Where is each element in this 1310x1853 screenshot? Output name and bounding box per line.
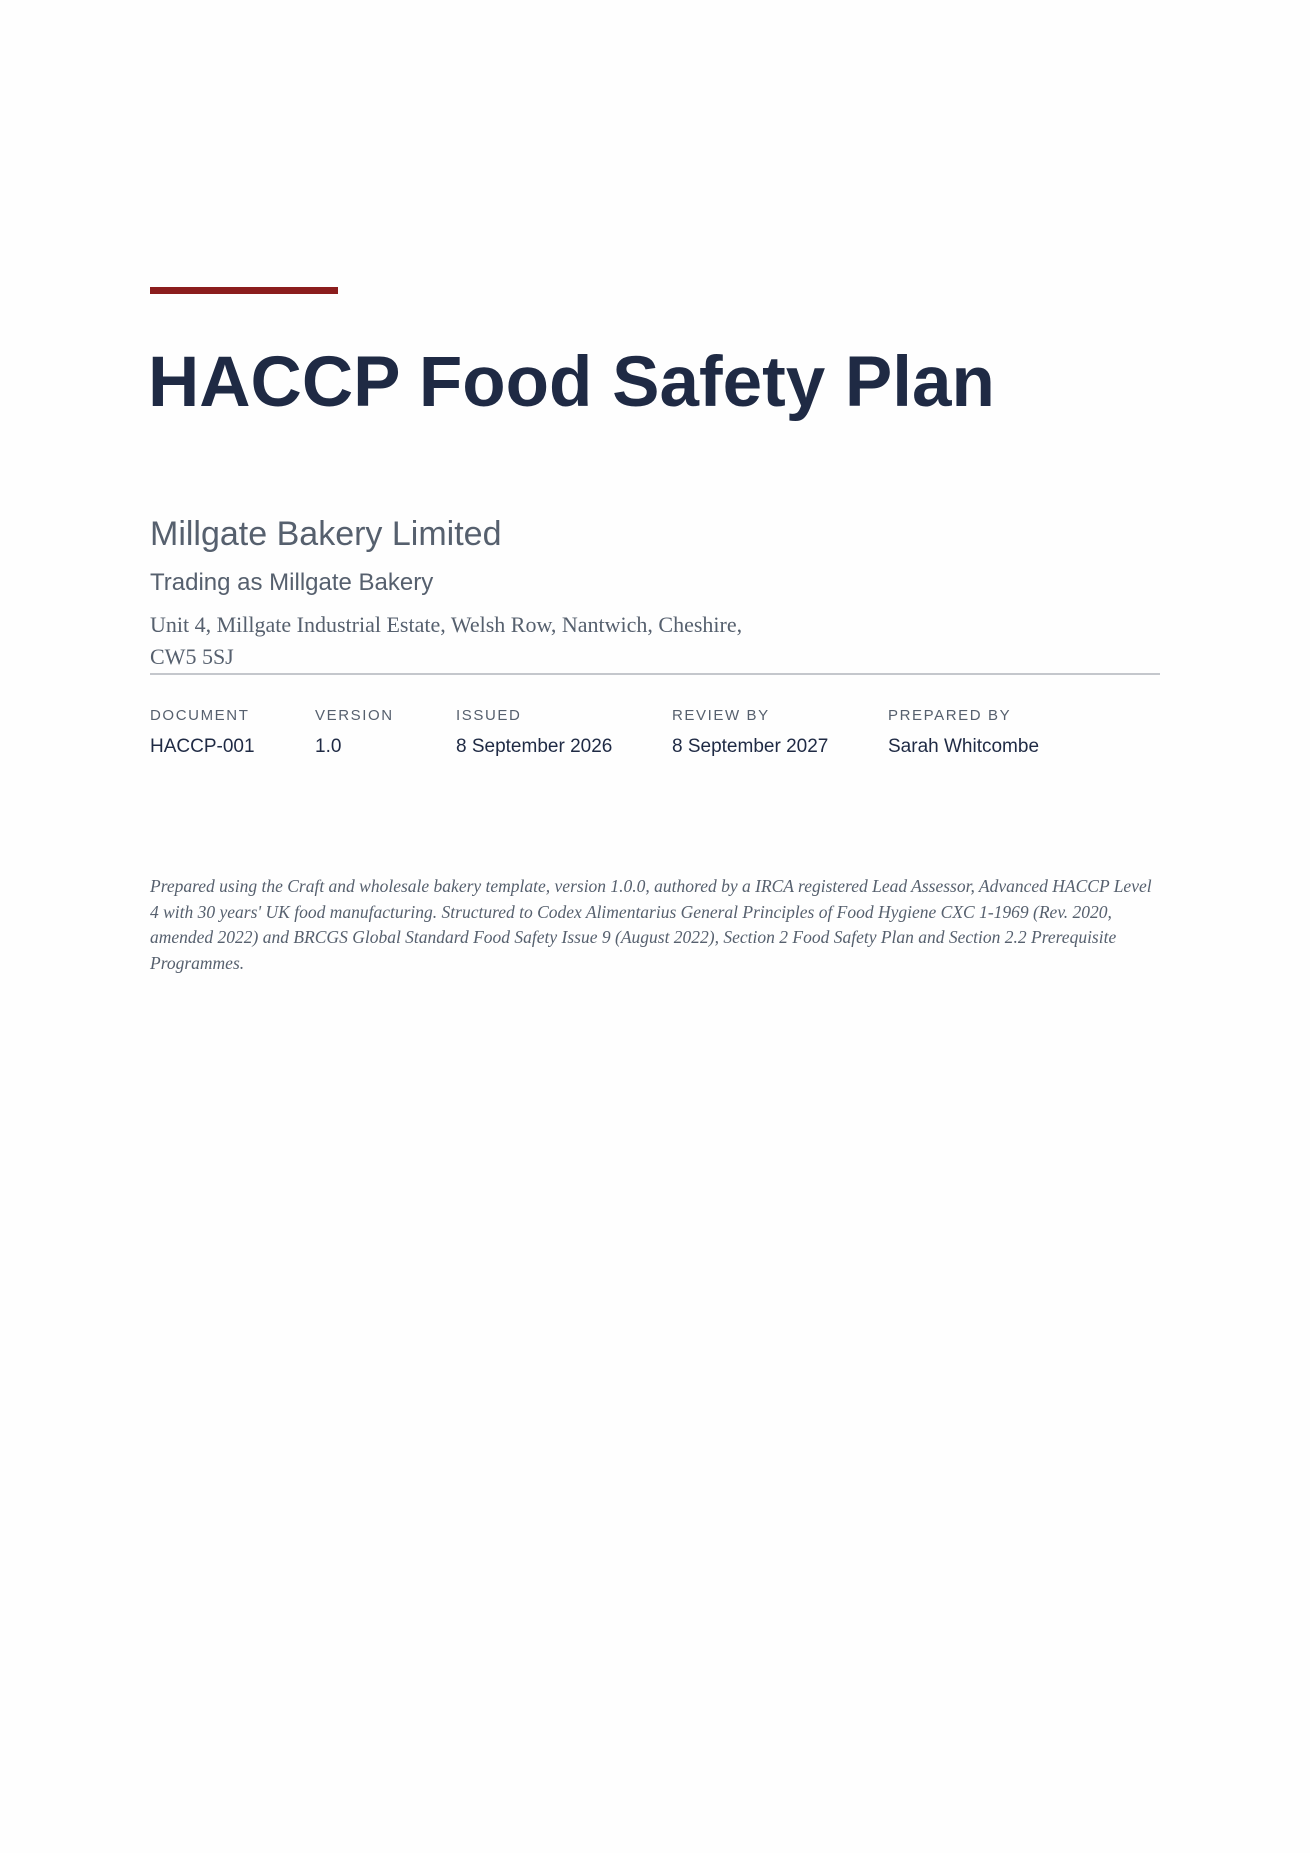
document-title: HACCP Food Safety Plan — [148, 343, 995, 422]
meta-review-by-value: 8 September 2027 — [672, 736, 829, 757]
meta-prepared-by — [888, 706, 1039, 759]
trading-name: Trading as Millgate Bakery — [150, 569, 434, 596]
company-address: Unit 4, Millgate Industrial Estate, Welsh Row, Nantwich, Cheshire, CW5 5SJ — [150, 612, 743, 669]
meta-document — [150, 706, 255, 759]
meta-issued-label: ISSUED — [456, 707, 522, 724]
meta-prepared-by-value: Sarah Whitcombe — [888, 736, 1040, 757]
meta-issued-value: 8 September 2026 — [456, 736, 613, 757]
meta-issued — [456, 706, 612, 759]
title-accent-rule — [150, 287, 338, 294]
meta-version-label: VERSION — [315, 707, 394, 724]
meta-review-by-label: REVIEW BY — [672, 707, 770, 724]
meta-prepared-by-label: PREPARED BY — [888, 707, 1012, 724]
company-name: Millgate Bakery Limited — [150, 515, 502, 553]
meta-document-label: DOCUMENT — [150, 707, 250, 724]
header-divider — [150, 673, 1160, 675]
meta-review-by — [672, 706, 828, 759]
meta-document-value: HACCP-001 — [150, 736, 255, 757]
template-attribution-note: Prepared using the Craft and wholesale bakery template, version 1.0.0, authored by a IRCA registered Lead Assessor, Advanced HACCP Level 4 with 30 years' UK food manufacturing. Structured to Codex Alimentarius General Principles of Food Hygiene CXC 1-1969 (Rev. 2020, amended 2022) and BRCGS Global Standard Food Safety Issue 9 (August 2022), Section 2 Food Safety Plan and Section 2.2 Prerequisite Programmes. — [150, 876, 1152, 973]
meta-version — [315, 706, 394, 759]
meta-version-value: 1.0 — [315, 736, 342, 757]
